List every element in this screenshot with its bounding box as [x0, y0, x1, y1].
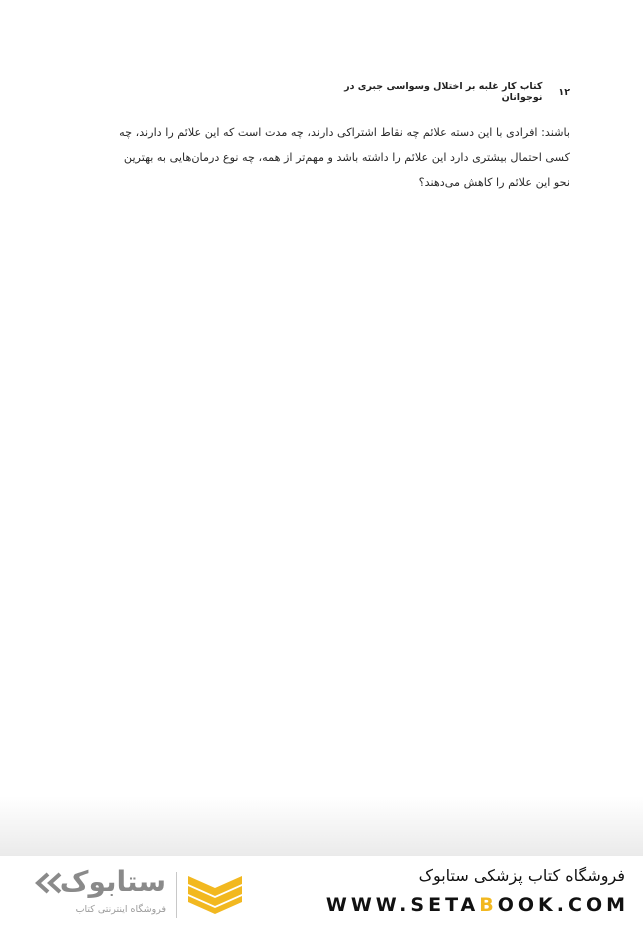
page-number: ۱۲ — [558, 86, 570, 98]
url-part: OOK.COM — [497, 894, 629, 916]
logo-wordmark: ستابوک — [59, 865, 166, 898]
footer-fade — [0, 796, 643, 858]
url-part: WWW.SETA — [325, 894, 480, 916]
logo-tagline: فروشگاه اینترنتی کتاب — [75, 904, 166, 915]
store-name: فروشگاه کتاب پزشکی ستابوک — [418, 866, 625, 885]
store-url-link[interactable] — [326, 894, 629, 916]
running-header — [340, 81, 570, 103]
logo-divider — [176, 872, 177, 918]
watermark-footer — [0, 856, 643, 926]
running-title: کتاب کار غلبه بر اختلال وسواسی جبری در نوجوانان — [344, 81, 543, 103]
body-paragraph — [74, 120, 570, 195]
paragraph-line: نحو این علائم را کاهش می‌دهند؟ — [418, 176, 570, 189]
url-accent-letter: B — [479, 894, 498, 916]
paragraph-line: کسی احتمال بیشتری دارد این علائم را داشته باشد و مهم‌تر از همه، چه نوع درمان‌هایی به بهترین — [123, 151, 570, 164]
double-chevron-icon — [34, 872, 74, 894]
paragraph-line: باشند: افرادی با این دسته علائم چه نقاط اشتراکی دارند، چه مدت است که این علائم را دارند، چه — [119, 126, 570, 139]
book-stack-logo-icon — [186, 870, 244, 914]
